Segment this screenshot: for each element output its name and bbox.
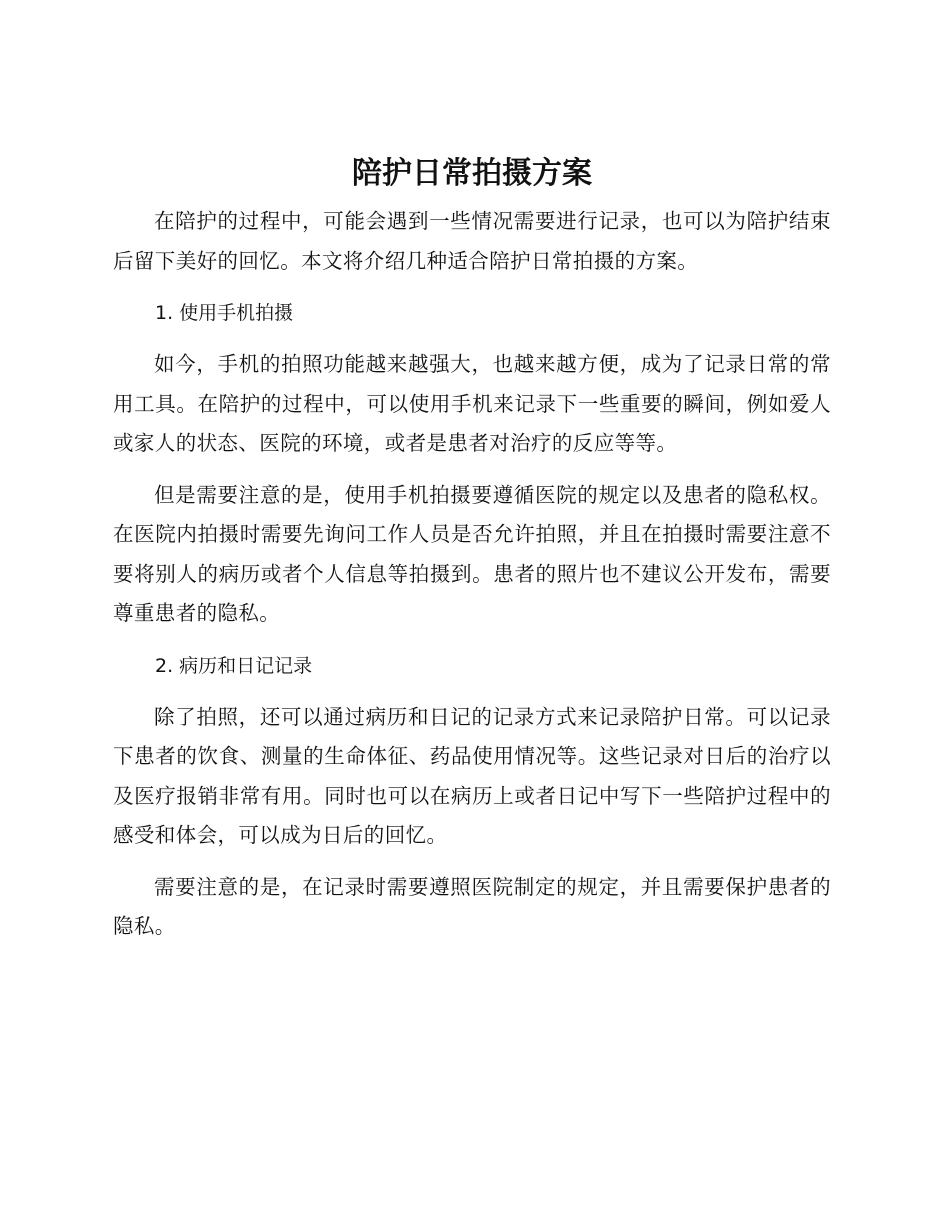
intro-paragraph: 在陪护的过程中，可能会遇到一些情况需要进行记录，也可以为陪护结束后留下美好的回忆。本文将介绍几种适合陪护日常拍摄的方案。 bbox=[113, 209, 831, 273]
document-page bbox=[113, 148, 831, 959]
section-1-paragraph-2: 但是需要注意的是，使用手机拍摄要遵循医院的规定以及患者的隐私权。在医院内拍摄时需要先询问工作人员是否允许拍照，并且在拍摄时需要注意不要将别人的病历或者个人信息等拍摄到。患者的照片也不建议公开发布，需要尊重患者的隐私。 bbox=[113, 482, 831, 625]
document-title: 陪护日常拍摄方案 bbox=[352, 156, 592, 191]
section-2-paragraph-2: 需要注意的是，在记录时需要遵照医院制定的规定，并且需要保护患者的隐私。 bbox=[113, 874, 831, 938]
section-2-paragraph-1: 除了拍照，还可以通过病历和日记的记录方式来记录陪护日常。可以记录下患者的饮食、测量的生命体征、药品使用情况等。这些记录对日后的治疗以及医疗报销非常有用。同时也可以在病历上或者日记中写下一些陪护过程中的感受和体会，可以成为日后的回忆。 bbox=[113, 704, 831, 847]
section-1-paragraph-1: 如今，手机的拍照功能越来越强大，也越来越方便，成为了记录日常的常用工具。在陪护的过程中，可以使用手机来记录下一些重要的瞬间，例如爱人或家人的状态、医院的环境，或者是患者对治疗的反应等等。 bbox=[113, 352, 831, 455]
section-2-heading: 2. 病历和日记记录 bbox=[155, 654, 313, 677]
section-1-heading: 1. 使用手机拍摄 bbox=[155, 302, 294, 324]
